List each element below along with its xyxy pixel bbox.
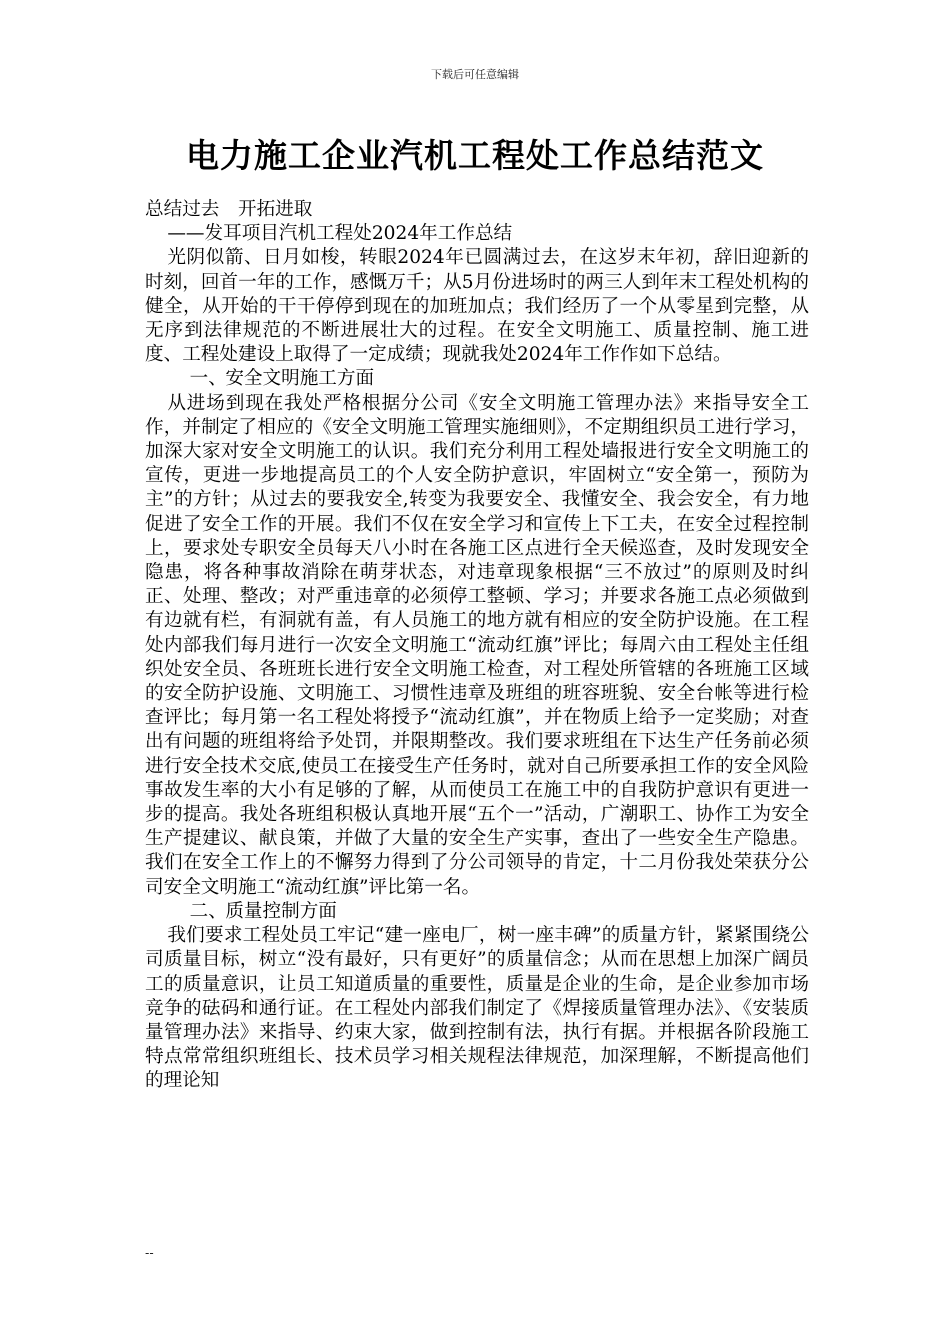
section-paragraph-quality: 我们要求工程处员工牢记“建一座电厂，树一座丰碑”的质量方针，紧紧围绕公司质量目标，树立“没有最好，只有更好”的质量信念；从而在思想上加深广阔员工的质量意识，让员工知道质量的重要性，质量是企业的生命，是企业参加市场竞争的砝码和通行证。在工程处内部我们制定了《焊接质量管理办法》、《安装质量管理办法》来指导、约束大家，做到控制有法，执行有据。并根据各阶段施工特点常常组织班组长、技术员学习相关规程法律规范，加深理解，不断提高他们的理论知 bbox=[145, 925, 809, 1092]
section-heading-quality bbox=[145, 900, 809, 924]
section-heading-safety bbox=[145, 367, 809, 391]
section-title: 安全文明施工方面 bbox=[225, 368, 375, 390]
footer-mark: -- bbox=[145, 1246, 154, 1260]
header-note: 下载后可任意编辑 bbox=[431, 68, 519, 81]
page-title: 电力施工企业汽机工程处工作总结范文 bbox=[186, 136, 764, 175]
document-subtitle: 总结过去 开拓进取 bbox=[145, 199, 313, 220]
section-title: 质量控制方面 bbox=[225, 900, 337, 922]
section-paragraph-safety: 从进场到现在我处严格根据分公司《安全文明施工管理办法》来指导安全工作，并制定了相应的《安全文明施工管理实施细则》，不定期组织员工进行学习，加深大家对安全文明施工的认识。我们充分利用工程处墙报进行安全文明施工的宣传，更进一步地提高员工的个人安全防护意识，牢固树立“安全第一，预防为主”的方针；从过去的要我安全,转变为我要安全、我懂安全、我会安全，有力地促进了安全工作的开展。我们不仅在安全学习和宣传上下工夫，在安全过程控制上，要求处专职安全员每天八小时在各施工区点进行全天候巡查，及时发现安全隐患，将各种事故消除在萌芽状态，对违章现象根据“三不放过”的原则及时纠正、处理、整改；对严重违章的必须停工整顿、学习；并要求各施工点必须做到有边就有栏，有洞就有盖，有人员施工的地方就有相应的安全防护设施。在工程处内部我们每月进行一次安全文明施工“流动红旗”评比；每周六由工程处主任组织处安全员、各班班长进行安全文明施工检查，对工程处所管辖的各班施工区域的安全防护设施、文明施工、习惯性违章及班组的班容班貌、安全台帐等进行检查评比；每月第一名工程处将授予“流动红旗”，并在物质上给予一定奖励；对查出有问题的班组将给予处罚，并限期整改。我们要求班组在下达生产任务前必须进行安全技术交底,使员工在接受生产任务时，就对自己所要承担工作的安全风险事故发生率的大小有足够的了解，从而使员工在施工中的自我防护意识有更进一步的提高。我处各班组积极认真地开展“五个一”活动，广潮职工、协作工为安全生产提建议、献良策，并做了大量的安全生产实事，查出了一些安全生产隐患。我们在安全工作上的不懈努力得到了分公司领导的肯定，十二月份我处荣获分公司安全文明施工“流动红旗”评比第一名。 bbox=[145, 392, 809, 898]
intro-paragraph: 光阴似箭、日月如梭，转眼2024年已圆满过去，在这岁末年初，辞旧迎新的时刻，回首一年的工作，感慨万千；从5月份进场时的两三人到年末工程处机构的健全，从开始的干干停停到现在的加班加点；我们经历了一个从零星到完整，从无序到法律规范的不断进展壮大的过程。在安全文明施工、质量控制、施工进度、工程处建设上取得了一定成绩；现就我处2024年工作作如下总结。 bbox=[145, 247, 809, 366]
section-number: 一、 bbox=[189, 368, 227, 390]
document-subheading: ——发耳项目汽机工程处2024年工作总结 bbox=[167, 223, 513, 245]
document-body bbox=[145, 198, 809, 1094]
section-number: 二、 bbox=[189, 900, 227, 922]
